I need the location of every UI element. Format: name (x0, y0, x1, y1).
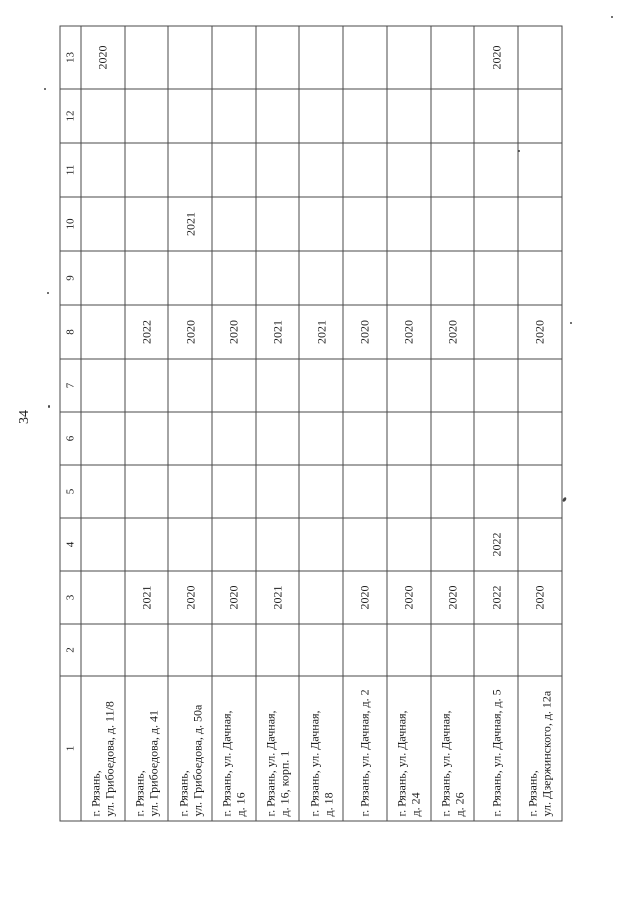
year-cell-c12 (430, 89, 474, 143)
header-cell: 2 (60, 624, 81, 676)
year-cell-c13 (255, 26, 299, 89)
year-cell-c6 (474, 412, 518, 465)
year-cell-c11 (168, 143, 212, 197)
table-row (81, 26, 125, 821)
year-cell-c13: 2020 (81, 26, 125, 89)
year-cell-c5 (517, 465, 561, 518)
year-cell-c13 (168, 26, 212, 89)
year-cell-c8 (81, 305, 125, 359)
year-cell-c7 (124, 359, 168, 412)
year-cell-c10 (212, 197, 256, 251)
year-cell-c10 (517, 197, 561, 251)
year-cell-c12 (81, 89, 125, 143)
rotated-table (59, 26, 559, 821)
year-cell-c2 (212, 624, 256, 676)
year-cell-c10 (343, 197, 387, 251)
address-cell: г. Рязань, ул. Дачная, д. 26 (430, 676, 474, 821)
year-cell-c10 (299, 197, 343, 251)
year-cell-c9 (474, 251, 518, 305)
year-cell-c5 (124, 465, 168, 518)
year-cell-c6 (517, 412, 561, 465)
year-cell-c3: 2020 (517, 571, 561, 624)
table-row (168, 26, 212, 821)
year-cell-c11 (343, 143, 387, 197)
year-cell-c12 (168, 89, 212, 143)
year-cell-c8: 2020 (343, 305, 387, 359)
header-cell: 13 (60, 26, 81, 89)
year-cell-c9 (343, 251, 387, 305)
year-cell-c3: 2021 (255, 571, 299, 624)
year-cell-c13 (124, 26, 168, 89)
year-cell-c4 (255, 518, 299, 571)
year-cell-c11 (212, 143, 256, 197)
year-cell-c12 (474, 89, 518, 143)
year-cell-c9 (517, 251, 561, 305)
year-cell-c6 (430, 412, 474, 465)
year-cell-c8: 2022 (124, 305, 168, 359)
year-cell-c11 (474, 143, 518, 197)
year-cell-c12 (212, 89, 256, 143)
header-cell: 8 (60, 305, 81, 359)
year-cell-c8: 2020 (168, 305, 212, 359)
year-cell-c10 (430, 197, 474, 251)
year-cell-c10 (255, 197, 299, 251)
header-cell: 3 (60, 571, 81, 624)
year-cell-c13 (299, 26, 343, 89)
year-cell-c2 (517, 624, 561, 676)
year-cell-c7 (386, 359, 430, 412)
year-cell-c2 (430, 624, 474, 676)
address-cell: г. Рязань, ул. Дачная, д. 18 (299, 676, 343, 821)
year-cell-c5 (81, 465, 125, 518)
year-cell-c9 (255, 251, 299, 305)
year-cell-c3: 2020 (386, 571, 430, 624)
year-cell-c5 (212, 465, 256, 518)
year-cell-c6 (255, 412, 299, 465)
year-cell-c13 (386, 26, 430, 89)
scan-speck (611, 16, 613, 18)
header-cell: 11 (60, 143, 81, 197)
table-row (343, 26, 387, 821)
header-cell: 12 (60, 89, 81, 143)
year-cell-c2 (343, 624, 387, 676)
year-cell-c11 (124, 143, 168, 197)
year-cell-c8: 2021 (299, 305, 343, 359)
year-cell-c13: 2020 (474, 26, 518, 89)
year-cell-c10 (474, 197, 518, 251)
year-cell-c4 (168, 518, 212, 571)
year-cell-c4 (212, 518, 256, 571)
year-cell-c12 (386, 89, 430, 143)
year-cell-c12 (343, 89, 387, 143)
year-cell-c3: 2020 (212, 571, 256, 624)
year-cell-c5 (299, 465, 343, 518)
year-cell-c13 (430, 26, 474, 89)
year-cell-c12 (299, 89, 343, 143)
header-cell: 1 (60, 676, 81, 821)
document-table-container (59, 26, 559, 821)
year-cell-c6 (124, 412, 168, 465)
year-cell-c9 (168, 251, 212, 305)
year-cell-c3: 2021 (124, 571, 168, 624)
year-cell-c6 (81, 412, 125, 465)
year-cell-c3: 2022 (474, 571, 518, 624)
year-cell-c11 (517, 143, 561, 197)
table-row (430, 26, 474, 821)
year-cell-c2 (81, 624, 125, 676)
year-cell-c8 (474, 305, 518, 359)
table-row (124, 26, 168, 821)
table-row (517, 26, 561, 821)
header-cell: 10 (60, 197, 81, 251)
year-cell-c9 (430, 251, 474, 305)
table-row (255, 26, 299, 821)
year-cell-c6 (386, 412, 430, 465)
scan-speck (48, 405, 50, 408)
year-cell-c2 (386, 624, 430, 676)
year-cell-c13 (212, 26, 256, 89)
year-cell-c3: 2020 (168, 571, 212, 624)
year-cell-c2 (255, 624, 299, 676)
header-row (60, 26, 81, 821)
year-cell-c3: 2020 (430, 571, 474, 624)
year-cell-c4 (517, 518, 561, 571)
year-cell-c4 (343, 518, 387, 571)
year-cell-c7 (299, 359, 343, 412)
year-cell-c7 (517, 359, 561, 412)
table-row (474, 26, 518, 821)
year-cell-c5 (386, 465, 430, 518)
year-cell-c2 (168, 624, 212, 676)
year-cell-c6 (343, 412, 387, 465)
year-cell-c6 (299, 412, 343, 465)
header-cell: 4 (60, 518, 81, 571)
year-cell-c5 (343, 465, 387, 518)
address-cell: г. Рязань, ул. Дачная, д. 2 (343, 676, 387, 821)
year-cell-c7 (81, 359, 125, 412)
year-cell-c8: 2020 (212, 305, 256, 359)
header-cell: 7 (60, 359, 81, 412)
year-cell-c9 (124, 251, 168, 305)
scan-speck (44, 88, 46, 90)
address-cell: г. Рязань, ул. Грибоедова, д. 11/8 (81, 676, 125, 821)
year-cell-c9 (386, 251, 430, 305)
year-cell-c10 (386, 197, 430, 251)
year-cell-c3: 2020 (343, 571, 387, 624)
page-number: 34 (17, 410, 32, 424)
year-cell-c11 (299, 143, 343, 197)
year-cell-c5 (255, 465, 299, 518)
address-cell: г. Рязань, ул. Дачная, д. 16 (212, 676, 256, 821)
scan-speck (518, 150, 520, 152)
year-cell-c3 (81, 571, 125, 624)
year-cell-c8: 2020 (386, 305, 430, 359)
year-cell-c11 (255, 143, 299, 197)
address-cell: г. Рязань, ул. Грибоедова, д. 50а (168, 676, 212, 821)
year-cell-c7 (343, 359, 387, 412)
year-cell-c2 (124, 624, 168, 676)
year-cell-c12 (517, 89, 561, 143)
year-cell-c11 (81, 143, 125, 197)
year-cell-c8: 2021 (255, 305, 299, 359)
table-row (386, 26, 430, 821)
year-cell-c11 (386, 143, 430, 197)
year-cell-c5 (474, 465, 518, 518)
scan-speck (47, 292, 49, 294)
year-cell-c9 (81, 251, 125, 305)
year-cell-c7 (474, 359, 518, 412)
year-cell-c7 (430, 359, 474, 412)
header-cell: 5 (60, 465, 81, 518)
year-cell-c5 (430, 465, 474, 518)
table-row (212, 26, 256, 821)
address-cell: г. Рязань, ул. Дачная, д. 5 (474, 676, 518, 821)
year-cell-c2 (299, 624, 343, 676)
header-cell: 6 (60, 412, 81, 465)
year-cell-c4 (430, 518, 474, 571)
year-cell-c4 (124, 518, 168, 571)
schedule-table (59, 25, 562, 821)
year-cell-c13 (517, 26, 561, 89)
address-cell: г. Рязань, ул. Грибоедова, д. 41 (124, 676, 168, 821)
table-row (299, 26, 343, 821)
year-cell-c7 (255, 359, 299, 412)
year-cell-c10 (124, 197, 168, 251)
year-cell-c8: 2020 (517, 305, 561, 359)
year-cell-c9 (299, 251, 343, 305)
year-cell-c4 (81, 518, 125, 571)
header-cell: 9 (60, 251, 81, 305)
year-cell-c4 (386, 518, 430, 571)
address-cell: г. Рязань, ул. Дзержинского, д. 12а (517, 676, 561, 821)
year-cell-c4: 2022 (474, 518, 518, 571)
year-cell-c3 (299, 571, 343, 624)
year-cell-c2 (474, 624, 518, 676)
address-cell: г. Рязань, ул. Дачная, д. 16, корп. 1 (255, 676, 299, 821)
year-cell-c12 (124, 89, 168, 143)
year-cell-c4 (299, 518, 343, 571)
year-cell-c13 (343, 26, 387, 89)
scan-speck (570, 322, 572, 324)
year-cell-c6 (168, 412, 212, 465)
year-cell-c11 (430, 143, 474, 197)
year-cell-c5 (168, 465, 212, 518)
year-cell-c6 (212, 412, 256, 465)
year-cell-c8: 2020 (430, 305, 474, 359)
year-cell-c7 (212, 359, 256, 412)
year-cell-c12 (255, 89, 299, 143)
year-cell-c7 (168, 359, 212, 412)
year-cell-c9 (212, 251, 256, 305)
year-cell-c10: 2021 (168, 197, 212, 251)
year-cell-c10 (81, 197, 125, 251)
address-cell: г. Рязань, ул. Дачная, д. 24 (386, 676, 430, 821)
scan-speck (562, 497, 567, 503)
